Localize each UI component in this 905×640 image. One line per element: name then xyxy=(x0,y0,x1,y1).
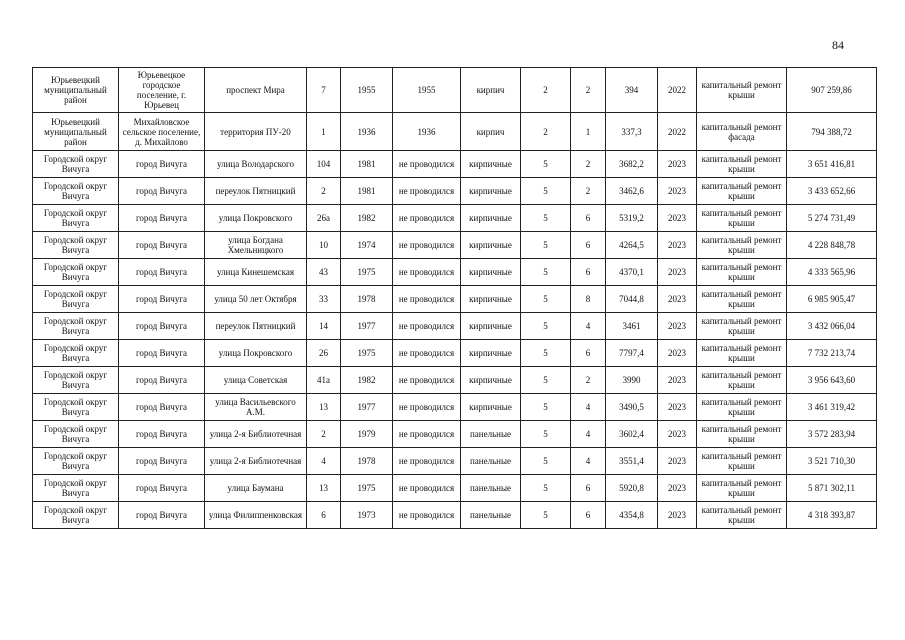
plan-year-cell: 2023 xyxy=(658,205,697,232)
wall-material-cell: кирпичные xyxy=(461,394,521,421)
last-repair-year-cell: не проводился xyxy=(393,367,461,394)
settlement-cell: Михайловское сельское поселение, д. Михайлово xyxy=(119,113,205,151)
plan-year-cell: 2023 xyxy=(658,151,697,178)
year-built-cell: 1982 xyxy=(341,367,393,394)
year-built-cell: 1955 xyxy=(341,68,393,113)
plan-year-cell: 2023 xyxy=(658,502,697,529)
street-cell: территория ПУ-20 xyxy=(205,113,307,151)
year-built-cell: 1936 xyxy=(341,113,393,151)
area-cell: 3461 xyxy=(606,313,658,340)
settlement-cell: город Вичуга xyxy=(119,313,205,340)
last-repair-year-cell: 1936 xyxy=(393,113,461,151)
house-number-cell: 43 xyxy=(307,259,341,286)
cost-cell: 907 259,86 xyxy=(787,68,877,113)
year-built-cell: 1978 xyxy=(341,286,393,313)
plan-year-cell: 2022 xyxy=(658,113,697,151)
cost-cell: 5 871 302,11 xyxy=(787,475,877,502)
area-cell: 5319,2 xyxy=(606,205,658,232)
table-row xyxy=(33,421,877,448)
street-cell: улица Васильевского А.М. xyxy=(205,394,307,421)
work-type-cell: капитальный ремонт крыши xyxy=(697,286,787,313)
last-repair-year-cell: не проводился xyxy=(393,178,461,205)
settlement-cell: город Вичуга xyxy=(119,448,205,475)
year-built-cell: 1979 xyxy=(341,421,393,448)
municipality-cell: Юрьевецкий муниципальный район xyxy=(33,113,119,151)
entrances-cell: 2 xyxy=(571,151,606,178)
work-type-cell: капитальный ремонт крыши xyxy=(697,502,787,529)
last-repair-year-cell: 1955 xyxy=(393,68,461,113)
municipality-cell: Городской округ Вичуга xyxy=(33,205,119,232)
street-cell: улица Покровского xyxy=(205,340,307,367)
municipality-cell: Городской округ Вичуга xyxy=(33,286,119,313)
work-type-cell: капитальный ремонт крыши xyxy=(697,232,787,259)
year-built-cell: 1981 xyxy=(341,151,393,178)
area-cell: 5920,8 xyxy=(606,475,658,502)
house-number-cell: 14 xyxy=(307,313,341,340)
plan-year-cell: 2023 xyxy=(658,421,697,448)
table-row xyxy=(33,448,877,475)
municipality-cell: Городской округ Вичуга xyxy=(33,367,119,394)
last-repair-year-cell: не проводился xyxy=(393,394,461,421)
entrances-cell: 4 xyxy=(571,394,606,421)
table-row xyxy=(33,286,877,313)
street-cell: переулок Пятницкий xyxy=(205,178,307,205)
page-number: 84 xyxy=(832,38,844,52)
municipality-cell: Городской округ Вичуга xyxy=(33,421,119,448)
municipality-cell: Городской округ Вичуга xyxy=(33,232,119,259)
municipality-cell: Городской округ Вичуга xyxy=(33,259,119,286)
cost-cell: 5 274 731,49 xyxy=(787,205,877,232)
settlement-cell: город Вичуга xyxy=(119,205,205,232)
year-built-cell: 1978 xyxy=(341,448,393,475)
year-built-cell: 1977 xyxy=(341,394,393,421)
last-repair-year-cell: не проводился xyxy=(393,259,461,286)
settlement-cell: город Вичуга xyxy=(119,286,205,313)
work-type-cell: капитальный ремонт крыши xyxy=(697,421,787,448)
wall-material-cell: панельные xyxy=(461,502,521,529)
entrances-cell: 4 xyxy=(571,313,606,340)
wall-material-cell: кирпичные xyxy=(461,367,521,394)
house-number-cell: 41а xyxy=(307,367,341,394)
house-number-cell: 13 xyxy=(307,475,341,502)
area-cell: 3462,6 xyxy=(606,178,658,205)
year-built-cell: 1982 xyxy=(341,205,393,232)
work-type-cell: капитальный ремонт крыши xyxy=(697,448,787,475)
street-cell: улица 2-я Библиотечная xyxy=(205,448,307,475)
municipality-cell: Юрьевецкий муниципальный район xyxy=(33,68,119,113)
settlement-cell: город Вичуга xyxy=(119,151,205,178)
wall-material-cell: кирпичные xyxy=(461,286,521,313)
settlement-cell: город Вичуга xyxy=(119,367,205,394)
floors-cell: 5 xyxy=(521,151,571,178)
plan-year-cell: 2023 xyxy=(658,475,697,502)
work-type-cell: капитальный ремонт крыши xyxy=(697,367,787,394)
street-cell: улица Советская xyxy=(205,367,307,394)
street-cell: улица Филиппенковская xyxy=(205,502,307,529)
work-type-cell: капитальный ремонт крыши xyxy=(697,313,787,340)
work-type-cell: капитальный ремонт крыши xyxy=(697,68,787,113)
area-cell: 337,3 xyxy=(606,113,658,151)
wall-material-cell: панельные xyxy=(461,421,521,448)
work-type-cell: капитальный ремонт крыши xyxy=(697,205,787,232)
area-cell: 394 xyxy=(606,68,658,113)
entrances-cell: 1 xyxy=(571,113,606,151)
plan-year-cell: 2023 xyxy=(658,340,697,367)
street-cell: улица Баумана xyxy=(205,475,307,502)
cost-cell: 4 333 565,96 xyxy=(787,259,877,286)
work-type-cell: капитальный ремонт крыши xyxy=(697,178,787,205)
wall-material-cell: кирпич xyxy=(461,68,521,113)
settlement-cell: город Вичуга xyxy=(119,475,205,502)
floors-cell: 5 xyxy=(521,502,571,529)
cost-cell: 3 651 416,81 xyxy=(787,151,877,178)
cost-cell: 3 572 283,94 xyxy=(787,421,877,448)
cost-cell: 3 432 066,04 xyxy=(787,313,877,340)
house-number-cell: 10 xyxy=(307,232,341,259)
table-row xyxy=(33,340,877,367)
plan-year-cell: 2023 xyxy=(658,394,697,421)
plan-year-cell: 2023 xyxy=(658,448,697,475)
table-row xyxy=(33,178,877,205)
street-cell: улица Володарского xyxy=(205,151,307,178)
last-repair-year-cell: не проводился xyxy=(393,502,461,529)
area-cell: 3602,4 xyxy=(606,421,658,448)
house-number-cell: 26а xyxy=(307,205,341,232)
table-row xyxy=(33,259,877,286)
municipality-cell: Городской округ Вичуга xyxy=(33,448,119,475)
area-cell: 4264,5 xyxy=(606,232,658,259)
area-cell: 4370,1 xyxy=(606,259,658,286)
work-type-cell: капитальный ремонт крыши xyxy=(697,394,787,421)
table-body xyxy=(33,68,877,529)
settlement-cell: город Вичуга xyxy=(119,178,205,205)
street-cell: улица Кинешемская xyxy=(205,259,307,286)
year-built-cell: 1975 xyxy=(341,259,393,286)
street-cell: проспект Мира xyxy=(205,68,307,113)
floors-cell: 2 xyxy=(521,113,571,151)
last-repair-year-cell: не проводился xyxy=(393,151,461,178)
house-number-cell: 7 xyxy=(307,68,341,113)
plan-year-cell: 2023 xyxy=(658,232,697,259)
municipality-cell: Городской округ Вичуга xyxy=(33,313,119,340)
settlement-cell: Юрьевецкое городское поселение, г. Юрьевец xyxy=(119,68,205,113)
table-row xyxy=(33,313,877,340)
entrances-cell: 6 xyxy=(571,259,606,286)
settlement-cell: город Вичуга xyxy=(119,502,205,529)
last-repair-year-cell: не проводился xyxy=(393,232,461,259)
work-type-cell: капитальный ремонт фасада xyxy=(697,113,787,151)
floors-cell: 2 xyxy=(521,68,571,113)
year-built-cell: 1977 xyxy=(341,313,393,340)
floors-cell: 5 xyxy=(521,259,571,286)
plan-year-cell: 2023 xyxy=(658,367,697,394)
settlement-cell: город Вичуга xyxy=(119,421,205,448)
cost-cell: 3 521 710,30 xyxy=(787,448,877,475)
area-cell: 7044,8 xyxy=(606,286,658,313)
entrances-cell: 6 xyxy=(571,232,606,259)
cost-cell: 4 318 393,87 xyxy=(787,502,877,529)
floors-cell: 5 xyxy=(521,340,571,367)
settlement-cell: город Вичуга xyxy=(119,232,205,259)
last-repair-year-cell: не проводился xyxy=(393,205,461,232)
year-built-cell: 1973 xyxy=(341,502,393,529)
wall-material-cell: кирпичные xyxy=(461,313,521,340)
floors-cell: 5 xyxy=(521,421,571,448)
area-cell: 7797,4 xyxy=(606,340,658,367)
settlement-cell: город Вичуга xyxy=(119,394,205,421)
area-cell: 3490,5 xyxy=(606,394,658,421)
plan-year-cell: 2022 xyxy=(658,68,697,113)
last-repair-year-cell: не проводился xyxy=(393,448,461,475)
cost-cell: 3 461 319,42 xyxy=(787,394,877,421)
year-built-cell: 1981 xyxy=(341,178,393,205)
street-cell: переулок Пятницкий xyxy=(205,313,307,340)
house-number-cell: 6 xyxy=(307,502,341,529)
street-cell: улица 2-я Библиотечная xyxy=(205,421,307,448)
entrances-cell: 6 xyxy=(571,502,606,529)
settlement-cell: город Вичуга xyxy=(119,259,205,286)
house-number-cell: 33 xyxy=(307,286,341,313)
floors-cell: 5 xyxy=(521,313,571,340)
year-built-cell: 1975 xyxy=(341,475,393,502)
cost-cell: 794 388,72 xyxy=(787,113,877,151)
floors-cell: 5 xyxy=(521,475,571,502)
municipality-cell: Городской округ Вичуга xyxy=(33,178,119,205)
last-repair-year-cell: не проводился xyxy=(393,475,461,502)
house-number-cell: 26 xyxy=(307,340,341,367)
table-row xyxy=(33,205,877,232)
plan-year-cell: 2023 xyxy=(658,286,697,313)
cost-cell: 4 228 848,78 xyxy=(787,232,877,259)
work-type-cell: капитальный ремонт крыши xyxy=(697,340,787,367)
area-cell: 3551,4 xyxy=(606,448,658,475)
municipality-cell: Городской округ Вичуга xyxy=(33,151,119,178)
floors-cell: 5 xyxy=(521,232,571,259)
floors-cell: 5 xyxy=(521,205,571,232)
last-repair-year-cell: не проводился xyxy=(393,421,461,448)
street-cell: улица Покровского xyxy=(205,205,307,232)
entrances-cell: 4 xyxy=(571,421,606,448)
table-row xyxy=(33,502,877,529)
table-row xyxy=(33,151,877,178)
floors-cell: 5 xyxy=(521,367,571,394)
last-repair-year-cell: не проводился xyxy=(393,286,461,313)
house-number-cell: 13 xyxy=(307,394,341,421)
housing-repair-table xyxy=(32,67,877,529)
house-number-cell: 4 xyxy=(307,448,341,475)
street-cell: улица 50 лет Октября xyxy=(205,286,307,313)
floors-cell: 5 xyxy=(521,448,571,475)
wall-material-cell: кирпичные xyxy=(461,259,521,286)
table-row xyxy=(33,68,877,113)
work-type-cell: капитальный ремонт крыши xyxy=(697,259,787,286)
entrances-cell: 6 xyxy=(571,340,606,367)
house-number-cell: 104 xyxy=(307,151,341,178)
area-cell: 4354,8 xyxy=(606,502,658,529)
municipality-cell: Городской округ Вичуга xyxy=(33,340,119,367)
entrances-cell: 2 xyxy=(571,178,606,205)
last-repair-year-cell: не проводился xyxy=(393,313,461,340)
table-row xyxy=(33,475,877,502)
floors-cell: 5 xyxy=(521,394,571,421)
table-row xyxy=(33,113,877,151)
entrances-cell: 6 xyxy=(571,205,606,232)
year-built-cell: 1975 xyxy=(341,340,393,367)
wall-material-cell: кирпичные xyxy=(461,205,521,232)
wall-material-cell: кирпичные xyxy=(461,178,521,205)
wall-material-cell: кирпич xyxy=(461,113,521,151)
floors-cell: 5 xyxy=(521,286,571,313)
wall-material-cell: панельные xyxy=(461,475,521,502)
municipality-cell: Городской округ Вичуга xyxy=(33,394,119,421)
house-number-cell: 1 xyxy=(307,113,341,151)
house-number-cell: 2 xyxy=(307,178,341,205)
entrances-cell: 6 xyxy=(571,475,606,502)
municipality-cell: Городской округ Вичуга xyxy=(33,475,119,502)
wall-material-cell: панельные xyxy=(461,448,521,475)
last-repair-year-cell: не проводился xyxy=(393,340,461,367)
municipality-cell: Городской округ Вичуга xyxy=(33,502,119,529)
wall-material-cell: кирпичные xyxy=(461,340,521,367)
wall-material-cell: кирпичные xyxy=(461,151,521,178)
entrances-cell: 2 xyxy=(571,367,606,394)
area-cell: 3682,2 xyxy=(606,151,658,178)
year-built-cell: 1974 xyxy=(341,232,393,259)
house-number-cell: 2 xyxy=(307,421,341,448)
area-cell: 3990 xyxy=(606,367,658,394)
cost-cell: 3 956 643,60 xyxy=(787,367,877,394)
work-type-cell: капитальный ремонт крыши xyxy=(697,151,787,178)
entrances-cell: 8 xyxy=(571,286,606,313)
entrances-cell: 4 xyxy=(571,448,606,475)
cost-cell: 7 732 213,74 xyxy=(787,340,877,367)
plan-year-cell: 2023 xyxy=(658,313,697,340)
table-row xyxy=(33,394,877,421)
street-cell: улица Богдана Хмельницкого xyxy=(205,232,307,259)
cost-cell: 3 433 652,66 xyxy=(787,178,877,205)
cost-cell: 6 985 905,47 xyxy=(787,286,877,313)
table-row xyxy=(33,232,877,259)
floors-cell: 5 xyxy=(521,178,571,205)
plan-year-cell: 2023 xyxy=(658,259,697,286)
plan-year-cell: 2023 xyxy=(658,178,697,205)
wall-material-cell: кирпичные xyxy=(461,232,521,259)
table-row xyxy=(33,367,877,394)
entrances-cell: 2 xyxy=(571,68,606,113)
work-type-cell: капитальный ремонт крыши xyxy=(697,475,787,502)
settlement-cell: город Вичуга xyxy=(119,340,205,367)
